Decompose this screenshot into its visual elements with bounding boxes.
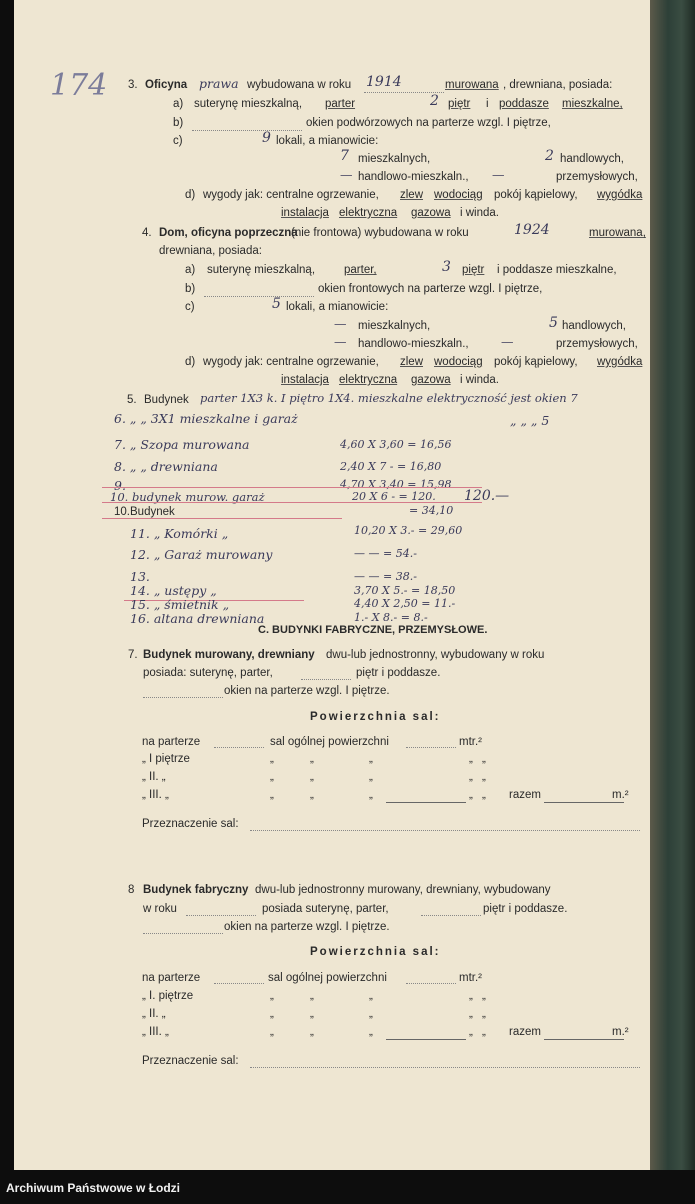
sec5-hw-line7-calc: 4,60 X 3,60 = 16,56 — [340, 438, 452, 451]
sec5-hw-line16-calc: 1.- X 8.- = 8.- — [354, 611, 428, 624]
sec4-d-pokoj: pokój kąpielowy, — [494, 356, 578, 368]
sec8-floors-dots — [421, 915, 481, 916]
sec3-mieszk-text: mieszkalnych, — [358, 153, 431, 165]
sec4-mat-murowana: murowana, — [589, 227, 646, 239]
sec4-hw-handl: 5 — [549, 315, 558, 331]
sec3-mat-rest: , drewniana, posiada: — [503, 79, 613, 91]
sec7-line2: posiada: suterynę, parter, — [143, 667, 273, 679]
sec5-hw-line13-calc: — — = 38.- — [354, 570, 417, 583]
sec8-row2-q5: „ — [482, 990, 486, 1002]
sec3-hw-kind: prawa — [199, 76, 239, 91]
sec7-razem: razem — [509, 789, 541, 801]
sec7-row1-c: mtr.² — [459, 736, 482, 748]
sec8-przeznaczenie: Przeznaczenie sal: — [142, 1055, 239, 1067]
sec3-number: 3. — [128, 79, 138, 91]
sec4-handl-text: handlowych, — [562, 320, 626, 332]
sec7-row4-q5: „ — [482, 789, 486, 801]
sec8-row4-q1: „ — [270, 1026, 274, 1038]
sec5-hw-line14-calc: 3,70 X 5.- = 18,50 — [354, 584, 456, 597]
sec5-hw-line10-calc: 20 X 6 - = 120. — [352, 490, 436, 503]
sec5-hw-line9-calc: 4,70 X 3,40 = 15,98 — [340, 478, 452, 491]
sec4-d-zlew: zlew — [400, 356, 424, 368]
sec7-row1-a: na parterze — [142, 736, 201, 748]
strike-line-2 — [102, 502, 482, 503]
sec3-handl-text: handlowych, — [560, 153, 624, 165]
sec8-row1-b: sal ogólnej powierzchni — [268, 972, 387, 984]
sec3-title: Oficyna — [145, 79, 188, 91]
sec4-hw-dash2: — — [334, 334, 347, 349]
sec7-dots-b — [143, 697, 223, 698]
sec7-row2-q4: „ — [469, 753, 473, 765]
sec4-b-text: okien frontowych na parterze wzgl. I piętrze, — [318, 283, 543, 295]
sec8-row2-q3: „ — [369, 990, 373, 1002]
sec7-row3-a: „ II. „ — [142, 771, 166, 783]
sec5-hw-line8: 8. „ „ drewniana — [114, 459, 218, 474]
sec7-przeznaczenie-dots — [250, 830, 640, 831]
sec4-a-parter: parter, — [344, 264, 377, 276]
sec5-printed-budynek: Budynek — [130, 506, 175, 518]
sec8-number: 8 — [128, 884, 135, 896]
sec3-hw-dash1: — — [340, 167, 353, 182]
sec7-dots-a — [301, 679, 351, 680]
sec7-m2: m.² — [612, 789, 629, 801]
sec5-number: 5. — [127, 394, 137, 406]
sec8-row2-q2: „ — [310, 990, 314, 1002]
sec5-hw-line10b-calc: = 34,10 — [409, 504, 454, 517]
sec3-d-elektryczna: elektryczna — [339, 207, 398, 219]
binding-spine — [650, 0, 695, 1170]
sec5-hw-line10: 10. budynek murow. garaż — [110, 490, 265, 504]
sec3-d-gazowa: gazowa — [411, 207, 451, 219]
sec7-przeznaczenie: Przeznaczenie sal: — [142, 818, 239, 830]
strike-line-3 — [102, 518, 342, 519]
sec8-okien-dots — [143, 933, 223, 934]
sec8-row4-q3: „ — [369, 1026, 373, 1038]
sec3-c-label: c) — [173, 135, 183, 147]
sec4-c-label: c) — [185, 301, 195, 313]
sec7-row4-q1: „ — [270, 789, 274, 801]
sec4-hw-lokali: 5 — [272, 296, 281, 312]
sec7-number: 7. — [128, 649, 138, 661]
sec5-hw-line8-calc: 2,40 X 7 - = 16,80 — [340, 460, 442, 473]
sec8-line3: okien na parterze wzgl. I piętrze. — [224, 921, 390, 933]
sec7-row4-a: „ III. „ — [142, 789, 169, 801]
sec8-row1-c: mtr.² — [459, 972, 482, 984]
sec7-row2-q3: „ — [369, 753, 373, 765]
sec3-mat-murowana: murowana — [445, 79, 499, 91]
sec7-row3-q2: „ — [310, 771, 314, 783]
sec5-hw-line15-calc: 4,40 X 2,50 = 11.- — [354, 597, 456, 610]
sec4-mieszk-text: mieszkalnych, — [358, 320, 431, 332]
sec7-row3-q4: „ — [469, 771, 473, 783]
sec4-b-label: b) — [185, 283, 196, 295]
sec4-d-wodociag: wodociąg — [434, 356, 483, 368]
sec8-line2c: piętr i poddasze. — [483, 903, 568, 915]
sec3-d-winda: i winda. — [460, 207, 499, 219]
sec5-hw-line10c-calc: 10,20 X 3.- = 29,60 — [354, 524, 463, 537]
sec4-d-gazowa: gazowa — [411, 374, 451, 386]
sec3-a-parter: parter — [325, 98, 356, 110]
sec3-d-wygodka: wygódka — [597, 189, 643, 201]
sec7-line2b: piętr i poddasze. — [356, 667, 441, 679]
sec4-a-text: suterynę mieszkalną, — [207, 264, 316, 276]
sec8-razem: razem — [509, 1026, 541, 1038]
sec5-hw-line6-tail: „ „ „ 5 — [510, 413, 550, 428]
sec3-d-zlew: zlew — [400, 189, 424, 201]
sec8-line2a: w roku — [143, 903, 177, 915]
sec7-row2-a: „ I piętrze — [142, 753, 190, 765]
sec4-hw-year: 1924 — [514, 222, 550, 238]
sec8-line2b: posiada suterynę, parter, — [262, 903, 389, 915]
sec3-d-instalacja: instalacja — [281, 207, 329, 219]
sec4-hw-floors: 3 — [442, 259, 451, 275]
sec8-row3-q3: „ — [369, 1008, 373, 1020]
sec3-built-text: wybudowana w roku — [247, 79, 352, 91]
sec7-line3: okien na parterze wzgl. I piętrze. — [224, 685, 390, 697]
sec8-row3-q2: „ — [310, 1008, 314, 1020]
sec8-total-line — [386, 1039, 466, 1040]
sec5-hw-line12: 12. „ Garaż murowany — [130, 547, 273, 562]
sec3-b-label: b) — [173, 117, 184, 129]
sec5-hw-line11: 11. „ Komórki „ — [130, 526, 229, 541]
sec7-text: dwu-lub jednostronny, wybudowany w roku — [326, 649, 545, 661]
sec8-year-dots — [186, 915, 256, 916]
sec7-total-line — [386, 802, 466, 803]
sec5-hw-line7: 7. „ Szopa murowana — [114, 437, 250, 452]
sec3-d-pokoj: pokój kąpielowy, — [494, 189, 578, 201]
sec8-row1-dots2 — [406, 983, 456, 984]
sec4-przem-text: przemysłowych, — [556, 338, 638, 350]
sec8-row4-q2: „ — [310, 1026, 314, 1038]
sec8-row3-q5: „ — [482, 1008, 486, 1020]
sec4-hw-dash3: — — [501, 334, 514, 349]
sec3-przem-text: przemysłowych, — [556, 171, 638, 183]
sec3-a-poddasze: poddasze — [499, 98, 549, 110]
sec7-row2-q2: „ — [310, 753, 314, 765]
sec3-a-label: a) — [173, 98, 184, 110]
sec8-row3-q1: „ — [270, 1008, 274, 1020]
sec8-przeznaczenie-dots — [250, 1067, 640, 1068]
sec5-hw-line13: 13. — [130, 569, 150, 584]
sec4-d-elektryczna: elektryczna — [339, 374, 398, 386]
sec3-handl-mieszk-text: handlowo-mieszkaln., — [358, 171, 469, 183]
sec5-hw-line12-calc: — — = 54.- — [354, 547, 417, 560]
sec3-hw-lokali: 9 — [262, 130, 271, 146]
sec3-d-wodociag: wodociąg — [434, 189, 483, 201]
sec8-row1-a: na parterze — [142, 972, 201, 984]
sec5-hw-line15: 15. „ śmietnik „ — [130, 597, 230, 612]
sec5-hw-line6: 6. „ „ 3X1 mieszkalne i garaż — [114, 411, 298, 426]
sec3-a-mieszkalne: mieszkalne, — [562, 98, 623, 110]
sec7-row4-q4: „ — [469, 789, 473, 801]
sec8-row4-q5: „ — [482, 1026, 486, 1038]
strike-line-1 — [102, 487, 482, 488]
sec8-row3-q4: „ — [469, 1008, 473, 1020]
sec4-number: 4. — [142, 227, 152, 239]
sec3-d-label: d) — [185, 189, 196, 201]
sec3-b-text: okien podwórzowych na parterze wzgl. I piętrze, — [306, 117, 551, 129]
sec8-row4-q4: „ — [469, 1026, 473, 1038]
sec8-row2-q1: „ — [270, 990, 274, 1002]
sec8-row2-q4: „ — [469, 990, 473, 1002]
sec4-title: Dom, oficyna poprzeczna — [159, 227, 298, 239]
sec4-d-wygodka: wygódka — [597, 356, 643, 368]
sec7-row3-q5: „ — [482, 771, 486, 783]
sec3-a-i: i — [486, 98, 489, 110]
sec3-c-text: lokali, a mianowicie: — [276, 135, 379, 147]
sec7-row1-dots2 — [406, 747, 456, 748]
sec4-handl-mieszk-text: handlowo-mieszkaln., — [358, 338, 469, 350]
section-c-heading: C. BUDYNKI FABRYCZNE, PRZEMYSŁOWE. — [258, 624, 488, 636]
sec4-built-text: (nie frontowa) wybudowana w roku — [291, 227, 469, 239]
sec4-b-dots — [204, 296, 314, 297]
sec4-d-text: wygody jak: centralne ogrzewanie, — [203, 356, 379, 368]
sec5-hw-line10-total: 120.— — [464, 488, 510, 504]
sec8-pow-heading: Powierzchnia sal: — [310, 946, 441, 958]
sec4-hw-dash1: — — [334, 316, 347, 331]
sec3-hw-year: 1914 — [366, 74, 402, 90]
sec7-row3-q3: „ — [369, 771, 373, 783]
sec7-row1-b: sal ogólnej powierzchni — [270, 736, 389, 748]
sec4-a-label: a) — [185, 264, 196, 276]
sec4-d-instalacja: instalacja — [281, 374, 329, 386]
sec5-hw-line5: parter 1X3 k. I piętro 1X4. mieszkalne elektryczność jest okien 7 — [200, 391, 578, 405]
sec4-a-pietr: piętr — [462, 264, 485, 276]
sec3-hw-floors: 2 — [430, 93, 439, 109]
sec7-row2-q1: „ — [270, 753, 274, 765]
archive-label: Archiwum Państwowe w Łodzi — [6, 1181, 181, 1195]
sec3-hw-handl: 2 — [545, 148, 554, 164]
sec8-row3-a: „ II. „ — [142, 1008, 166, 1020]
sec7-pow-heading: Powierzchnia sal: — [310, 711, 441, 723]
sec8-text: dwu-lub jednostronny murowany, drewniany, wybudowany — [255, 884, 551, 896]
sec8-razem-line — [544, 1039, 624, 1040]
sec5-printed-10: 10. — [114, 506, 130, 518]
sec3-a-text: suterynę mieszkalną, — [194, 98, 303, 110]
document-page — [14, 0, 667, 1170]
sec8-m2: m.² — [612, 1026, 629, 1038]
sec4-line2: drewniana, posiada: — [159, 245, 262, 257]
sec5-hw-line14: 14. „ ustępy „ — [130, 583, 217, 598]
sec8-row2-a: „ I. piętrze — [142, 990, 194, 1002]
sec8-row4-a: „ III. „ — [142, 1026, 169, 1038]
sec7-row2-q5: „ — [482, 753, 486, 765]
sec8-title: Budynek fabryczny — [143, 884, 249, 896]
sec5-label: Budynek — [144, 394, 189, 406]
archive-footer — [0, 1176, 695, 1204]
sec7-row4-q2: „ — [310, 789, 314, 801]
sec4-d-label: d) — [185, 356, 196, 368]
sec7-row3-q1: „ — [270, 771, 274, 783]
sec3-d-text: wygody jak: centralne ogrzewanie, — [203, 189, 379, 201]
sec3-hw-dash2: — — [492, 167, 505, 182]
sec5-hw-line9: 9. — [114, 478, 126, 493]
sec4-d-winda: i winda. — [460, 374, 499, 386]
sec7-row4-q3: „ — [369, 789, 373, 801]
sec8-row1-dots — [214, 983, 264, 984]
sec3-a-pietr: piętr — [448, 98, 471, 110]
sec7-title: Budynek murowany, drewniany — [143, 649, 315, 661]
sec5-hw-line16: 16. altana drewniana — [130, 611, 265, 626]
sec3-b-dots — [192, 130, 302, 131]
sec4-a-rest: i poddasze mieszkalne, — [497, 264, 617, 276]
sec7-row1-dots — [214, 747, 264, 748]
archive-stamp-number: 174 — [50, 68, 108, 103]
sec4-c-text: lokali, a mianowicie: — [286, 301, 389, 313]
sec7-razem-line — [544, 802, 624, 803]
sec3-hw-mieszk: 7 — [340, 148, 349, 164]
